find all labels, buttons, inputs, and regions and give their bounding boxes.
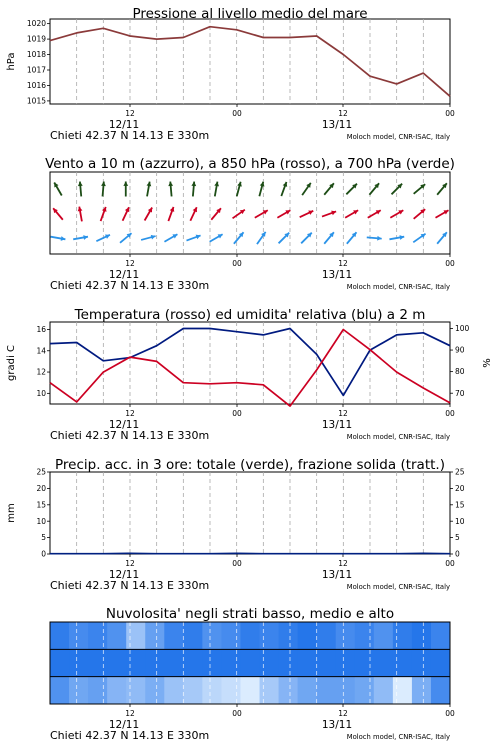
y-tick-label: 0: [455, 549, 460, 559]
y-axis-label-right: %: [482, 358, 493, 368]
model-credit: Moloch model, CNR-ISAC, Italy: [346, 133, 450, 141]
x-tick-label: 12: [338, 709, 348, 718]
cloud-cell-alto: [126, 622, 146, 649]
y-tick-label: 1017: [26, 65, 46, 75]
y-tick-label: 1020: [26, 19, 46, 29]
x-tick-label: 12: [125, 109, 135, 118]
wind-arrow-head: [377, 236, 382, 241]
cloud-cell-basso: [69, 677, 89, 704]
cloud-cell-medio: [374, 649, 394, 676]
cloud-cell-basso: [126, 677, 146, 704]
y-tick-label: 16: [36, 325, 46, 335]
x-tick-label: 00: [232, 559, 242, 568]
cloud-cell-alto: [279, 622, 299, 649]
x-tick-label: 12: [338, 559, 348, 568]
date-label: 12/11: [108, 119, 140, 131]
cloud-cell-alto: [393, 622, 413, 649]
y-tick-label: 10: [36, 516, 46, 526]
x-tick-label: 00: [232, 109, 242, 118]
cloud-cell-alto: [183, 622, 203, 649]
model-credit: Moloch model, CNR-ISAC, Italy: [346, 433, 450, 441]
cloud-cell-medio: [431, 649, 451, 676]
location-label: Chieti 42.37 N 14.13 E 330m: [50, 429, 210, 442]
date-label: 13/11: [321, 419, 353, 431]
model-credit: Moloch model, CNR-ISAC, Italy: [346, 583, 450, 591]
cloud-cell-basso: [260, 677, 280, 704]
x-tick-label: 12: [338, 259, 348, 268]
x-tick-label: 00: [445, 709, 455, 718]
cloud-cell-basso: [183, 677, 203, 704]
cloud-cell-medio: [260, 649, 280, 676]
cloud-cell-basso: [164, 677, 184, 704]
model-credit: Moloch model, CNR-ISAC, Italy: [346, 283, 450, 291]
plot-frame: [50, 19, 450, 104]
cloud-cell-basso: [431, 677, 451, 704]
y-tick-label: 1016: [26, 81, 46, 91]
x-tick-label: 00: [232, 259, 242, 268]
cloud-cell-basso: [336, 677, 356, 704]
date-label: 13/11: [321, 119, 353, 131]
y-tick-label: 5: [41, 533, 46, 543]
y-tick-label: 80: [455, 367, 465, 377]
cloud-cell-basso: [88, 677, 108, 704]
wind-arrow-head: [78, 182, 83, 187]
date-label: 13/11: [321, 569, 353, 581]
date-label: 12/11: [108, 419, 140, 431]
cloud-cell-alto: [221, 622, 241, 649]
cloud-cell-basso: [145, 677, 165, 704]
x-tick-label: 00: [232, 409, 242, 418]
cloud-cell-basso: [50, 677, 70, 704]
y-tick-label: 5: [455, 533, 460, 543]
cloud-cell-medio: [317, 649, 337, 676]
cloud-cell-basso: [240, 677, 260, 704]
cloud-cell-alto: [374, 622, 394, 649]
cloud-cell-alto: [69, 622, 89, 649]
cloud-cell-basso: [317, 677, 337, 704]
cloud-cell-alto: [145, 622, 165, 649]
wind-arrow-head: [168, 182, 173, 187]
cloud-cell-basso: [374, 677, 394, 704]
y-tick-label: 1015: [26, 96, 46, 106]
y-tick-label: 1019: [26, 34, 46, 44]
cloud-cell-medio: [355, 649, 375, 676]
cloud-cell-alto: [355, 622, 375, 649]
x-tick-label: 12: [125, 259, 135, 268]
y-tick-label: 100: [455, 324, 470, 334]
y-axis-label: mm: [6, 503, 17, 523]
x-tick-label: 00: [445, 109, 455, 118]
cloud-cell-medio: [393, 649, 413, 676]
panel-title: Nuvolosita' negli strati basso, medio e alto: [105, 606, 395, 622]
model-credit: Moloch model, CNR-ISAC, Italy: [346, 733, 450, 741]
date-label: 12/11: [108, 569, 140, 581]
y-axis-label: gradi C: [6, 345, 17, 381]
cloud-cell-medio: [164, 649, 184, 676]
panel-title: Temperatura (rosso) ed umidita' relativa (blu) a 2 m: [74, 307, 426, 323]
y-tick-label: 25: [455, 467, 465, 477]
cloud-cell-alto: [107, 622, 127, 649]
cloud-cell-alto: [88, 622, 108, 649]
cloud-cell-alto: [50, 622, 70, 649]
x-tick-label: 12: [125, 409, 135, 418]
cloud-cell-medio: [126, 649, 146, 676]
wind-arrow-head: [101, 182, 106, 187]
cloud-cell-alto: [298, 622, 318, 649]
x-tick-label: 00: [445, 409, 455, 418]
x-tick-label: 12: [125, 709, 135, 718]
y-tick-label: 10: [455, 516, 465, 526]
cloud-cell-basso: [279, 677, 299, 704]
x-tick-label: 12: [125, 559, 135, 568]
y-tick-label: 15: [455, 500, 465, 510]
y-tick-label: 20: [455, 484, 465, 493]
date-label: 12/11: [108, 719, 140, 731]
y-tick-label: 15: [36, 500, 46, 510]
date-label: 13/11: [321, 269, 353, 281]
cloud-cell-basso: [202, 677, 222, 704]
cloud-cell-medio: [240, 649, 260, 676]
location-label: Chieti 42.37 N 14.13 E 330m: [50, 729, 210, 742]
cloud-cell-basso: [221, 677, 241, 704]
cloud-cell-medio: [221, 649, 241, 676]
x-tick-label: 00: [445, 259, 455, 268]
pressure-line: [50, 27, 450, 97]
cloud-cell-medio: [183, 649, 203, 676]
cloud-cell-alto: [412, 622, 432, 649]
plot-frame: [50, 172, 450, 254]
cloud-cell-alto: [164, 622, 184, 649]
date-label: 12/11: [108, 269, 140, 281]
cloud-cell-alto: [202, 622, 222, 649]
y-tick-label: 14: [36, 346, 46, 356]
temperature-line: [50, 330, 450, 407]
cloud-cell-basso: [355, 677, 375, 704]
y-axis-label: hPa: [6, 52, 17, 71]
cloud-cell-medio: [336, 649, 356, 676]
cloud-cell-medio: [69, 649, 89, 676]
humidity-line: [50, 329, 450, 396]
panel-title: Precip. acc. in 3 ore: totale (verde), frazione solida (tratt.): [55, 457, 445, 473]
y-tick-label: 0: [41, 549, 46, 559]
cloud-cell-medio: [145, 649, 165, 676]
y-tick-label: 10: [36, 388, 46, 398]
plot-frame: [50, 322, 450, 404]
cloud-cell-medio: [50, 649, 70, 676]
cloud-cell-alto: [336, 622, 356, 649]
x-tick-label: 00: [232, 709, 242, 718]
date-label: 13/11: [321, 719, 353, 731]
cloud-cell-medio: [88, 649, 108, 676]
cloud-cell-basso: [412, 677, 432, 704]
wind-arrow-head: [123, 182, 128, 186]
location-label: Chieti 42.37 N 14.13 E 330m: [50, 579, 210, 592]
cloud-cell-medio: [412, 649, 432, 676]
y-tick-label: 70: [455, 388, 465, 398]
x-tick-label: 12: [338, 409, 348, 418]
panel-title: Vento a 10 m (azzurro), a 850 hPa (rosso), a 700 hPa (verde): [45, 156, 455, 172]
cloud-cell-alto: [240, 622, 260, 649]
panel-title: Pressione al livello medio del mare: [132, 6, 368, 22]
x-tick-label: 00: [445, 559, 455, 568]
x-tick-label: 12: [338, 109, 348, 118]
cloud-cell-medio: [298, 649, 318, 676]
cloud-cell-basso: [393, 677, 413, 704]
y-tick-label: 20: [36, 484, 46, 493]
location-label: Chieti 42.37 N 14.13 E 330m: [50, 129, 210, 142]
location-label: Chieti 42.37 N 14.13 E 330m: [50, 279, 210, 292]
y-tick-label: 1018: [26, 50, 46, 60]
cloud-cell-basso: [107, 677, 127, 704]
cloud-cell-basso: [298, 677, 318, 704]
y-tick-label: 25: [36, 467, 46, 477]
cloud-cell-alto: [431, 622, 451, 649]
y-tick-label: 90: [455, 345, 465, 355]
cloud-cell-medio: [279, 649, 299, 676]
cloud-cell-alto: [260, 622, 280, 649]
plot-frame: [50, 472, 450, 554]
cloud-cell-medio: [202, 649, 222, 676]
y-tick-label: 12: [36, 367, 46, 377]
cloud-cell-alto: [317, 622, 337, 649]
cloud-cell-medio: [107, 649, 127, 676]
wind-arrow-head: [191, 182, 196, 187]
